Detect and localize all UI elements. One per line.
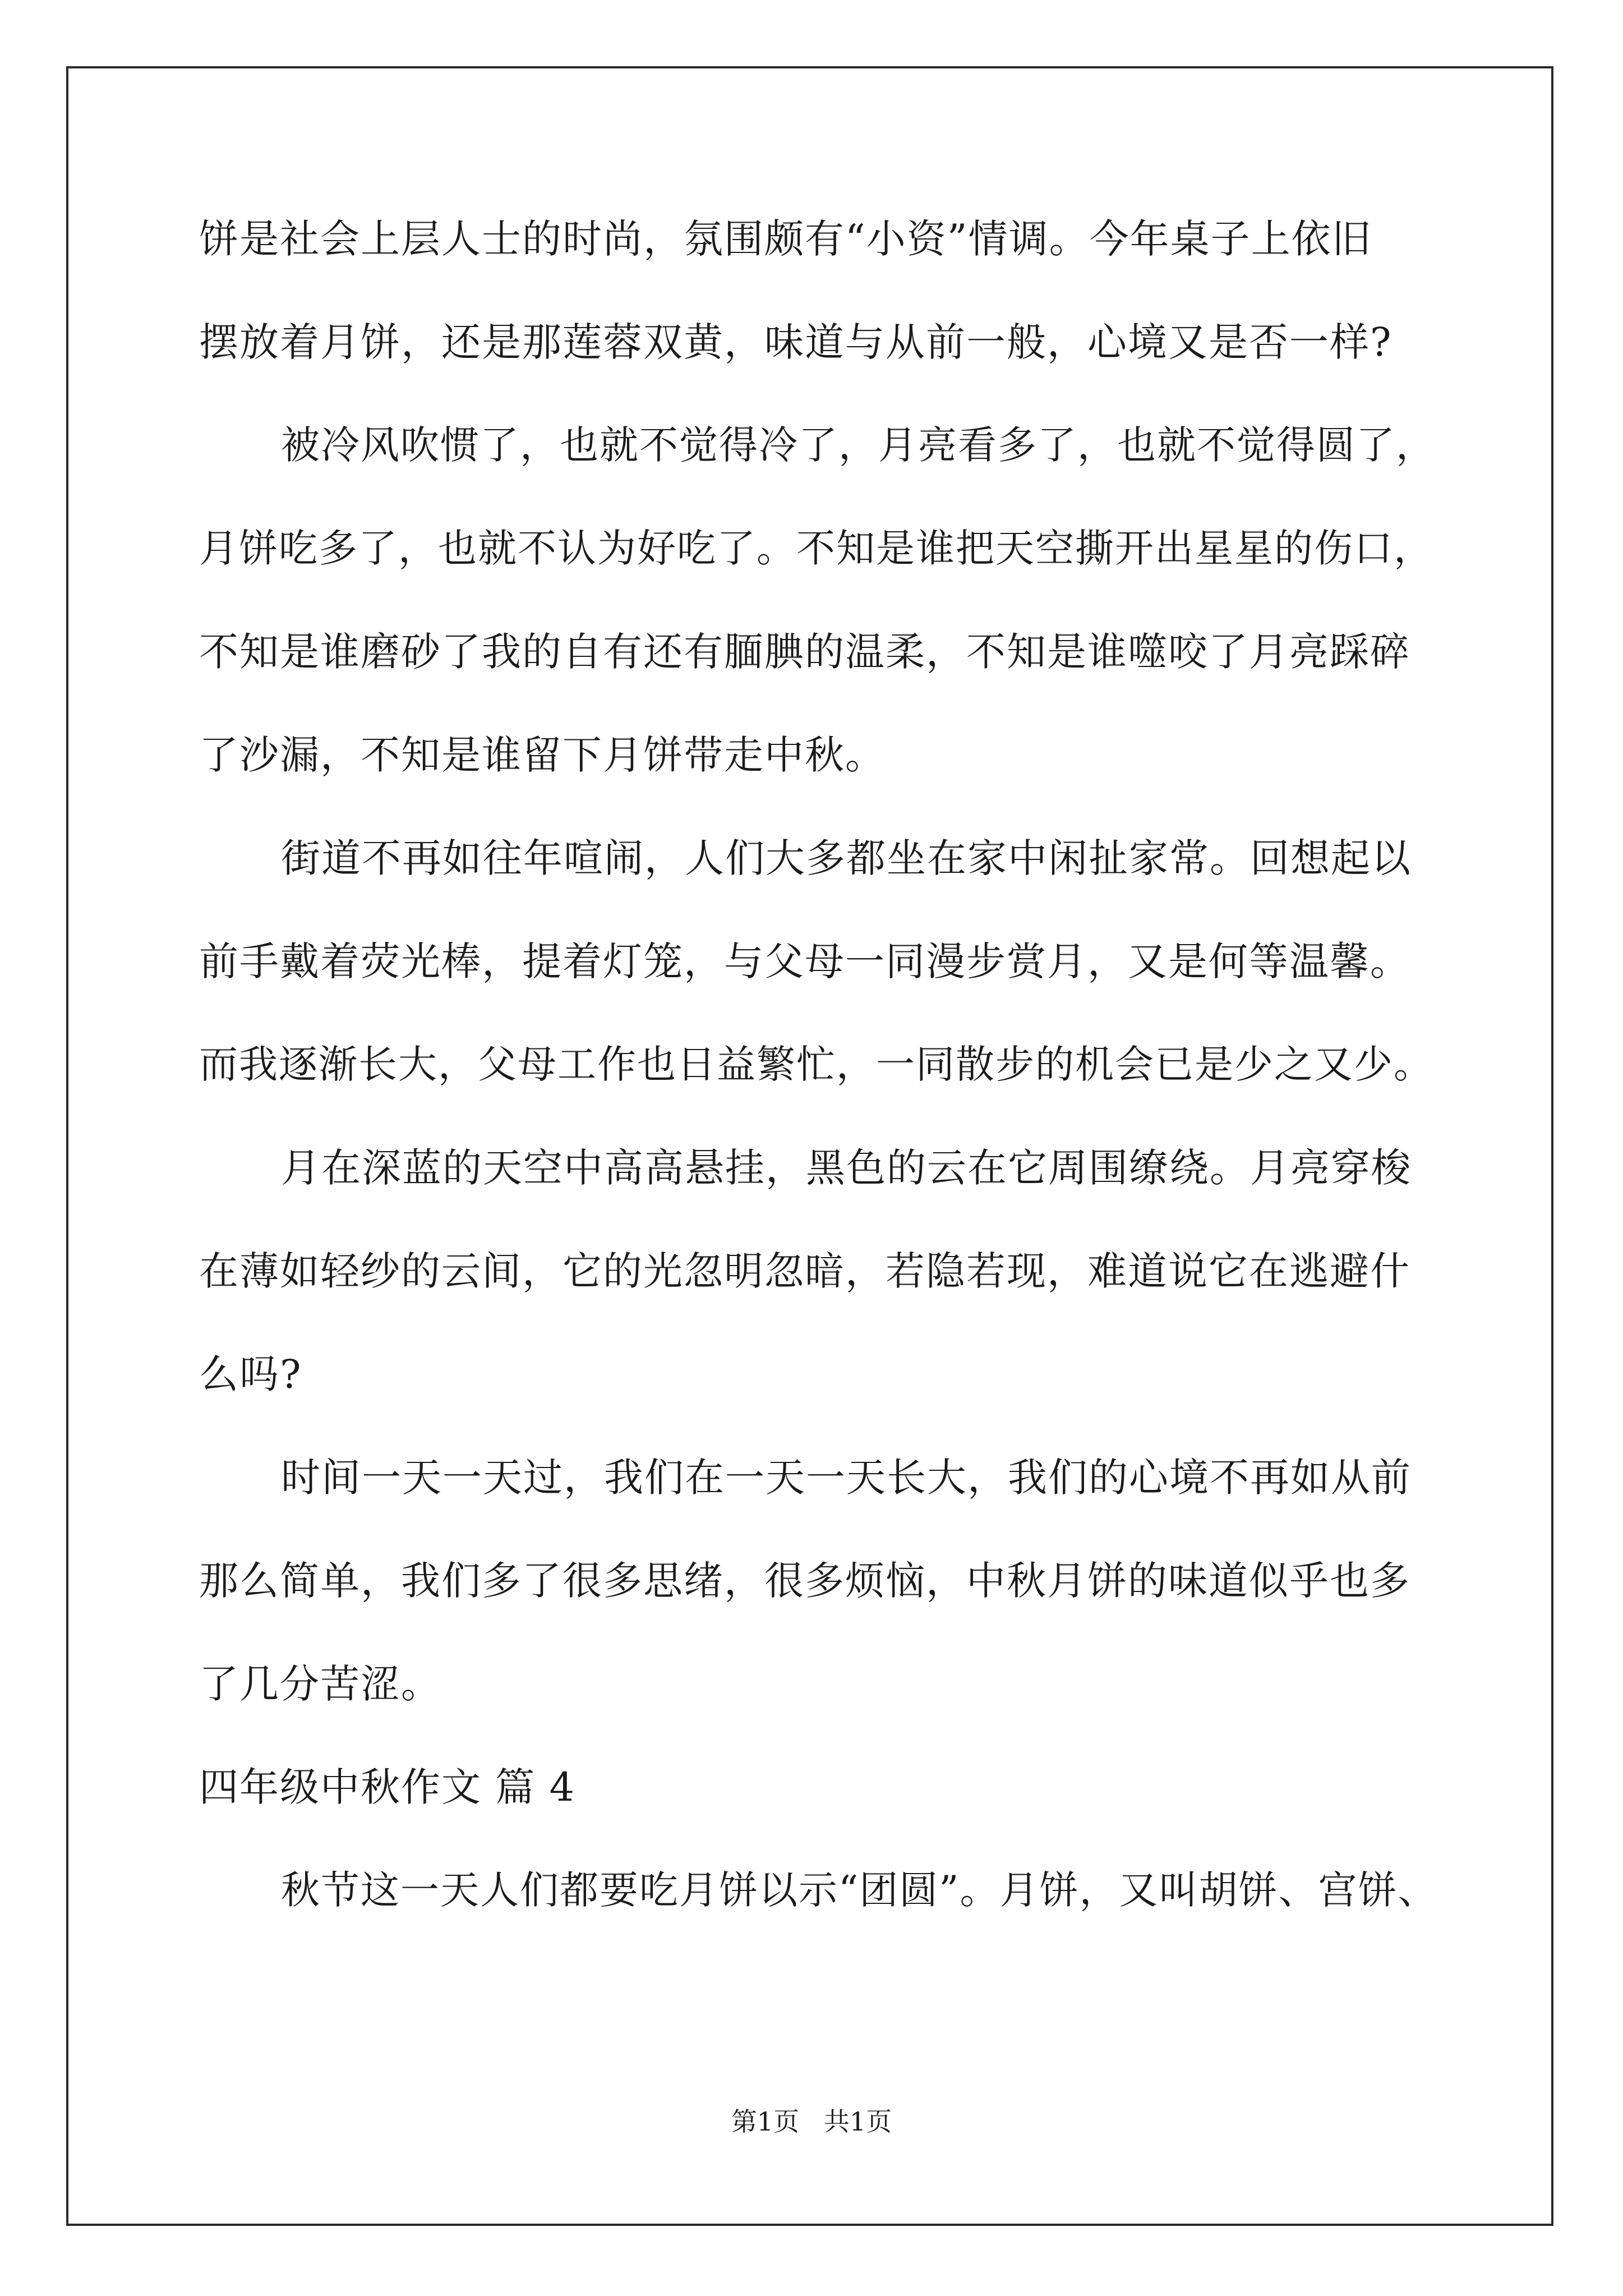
- text-line: 那么简单，我们多了很多思绪，很多烦恼，中秋月饼的味道似乎也多: [199, 1558, 1410, 1604]
- text-line: 不知是谁磨砂了我的自有还有腼腆的温柔，不知是谁噬咬了月亮踩碎: [199, 629, 1410, 675]
- text-line: 了几分苦涩。: [199, 1661, 441, 1707]
- text-line: 么吗?: [199, 1351, 302, 1397]
- text-line: 了沙漏，不知是谁留下月饼带走中秋。: [199, 732, 886, 778]
- text-line: 在薄如轻纱的云间，它的光忽明忽暗，若隐若现，难道说它在逃避什: [199, 1248, 1410, 1294]
- text-line: 摆放着月饼，还是那莲蓉双黄，味道与从前一般，心境又是否一样?: [199, 319, 1393, 365]
- page-footer: 第1页 共1页: [731, 2106, 892, 2137]
- text-line: 而我逐渐长大，父母工作也日益繁忙，一同散步的机会已是少之又少。: [199, 1042, 1433, 1087]
- text-line: 秋节这一天人们都要吃月饼以示“团圆”。月饼，又叫胡饼、宫饼、: [281, 1868, 1438, 1913]
- text-line: 被冷风吹惯了，也就不觉得冷了，月亮看多了，也就不觉得圆了，: [281, 423, 1436, 468]
- text-line: 街道不再如往年喧闹，人们大多都坐在家中闲扯家常。回想起以: [281, 835, 1412, 881]
- section-heading: 四年级中秋作文 篇 4: [199, 1764, 576, 1810]
- document-body: [199, 213, 1450, 1968]
- text-line: 饼是社会上层人士的时尚，氛围颇有“小资”情调。今年桌子上依旧: [199, 216, 1372, 262]
- text-line: 时间一天一天过，我们在一天一天长大，我们的心境不再如从前: [281, 1455, 1412, 1501]
- text-line: 前手戴着荧光棒，提着灯笼，与父母一同漫步赏月，又是何等温馨。: [199, 938, 1410, 984]
- text-line: 月在深蓝的天空中高高悬挂，黑色的云在它周围缭绕。月亮穿梭: [281, 1145, 1412, 1191]
- text-line: 月饼吃多了，也就不认为好吃了。不知是谁把天空撕开出星星的伤口，: [199, 526, 1433, 571]
